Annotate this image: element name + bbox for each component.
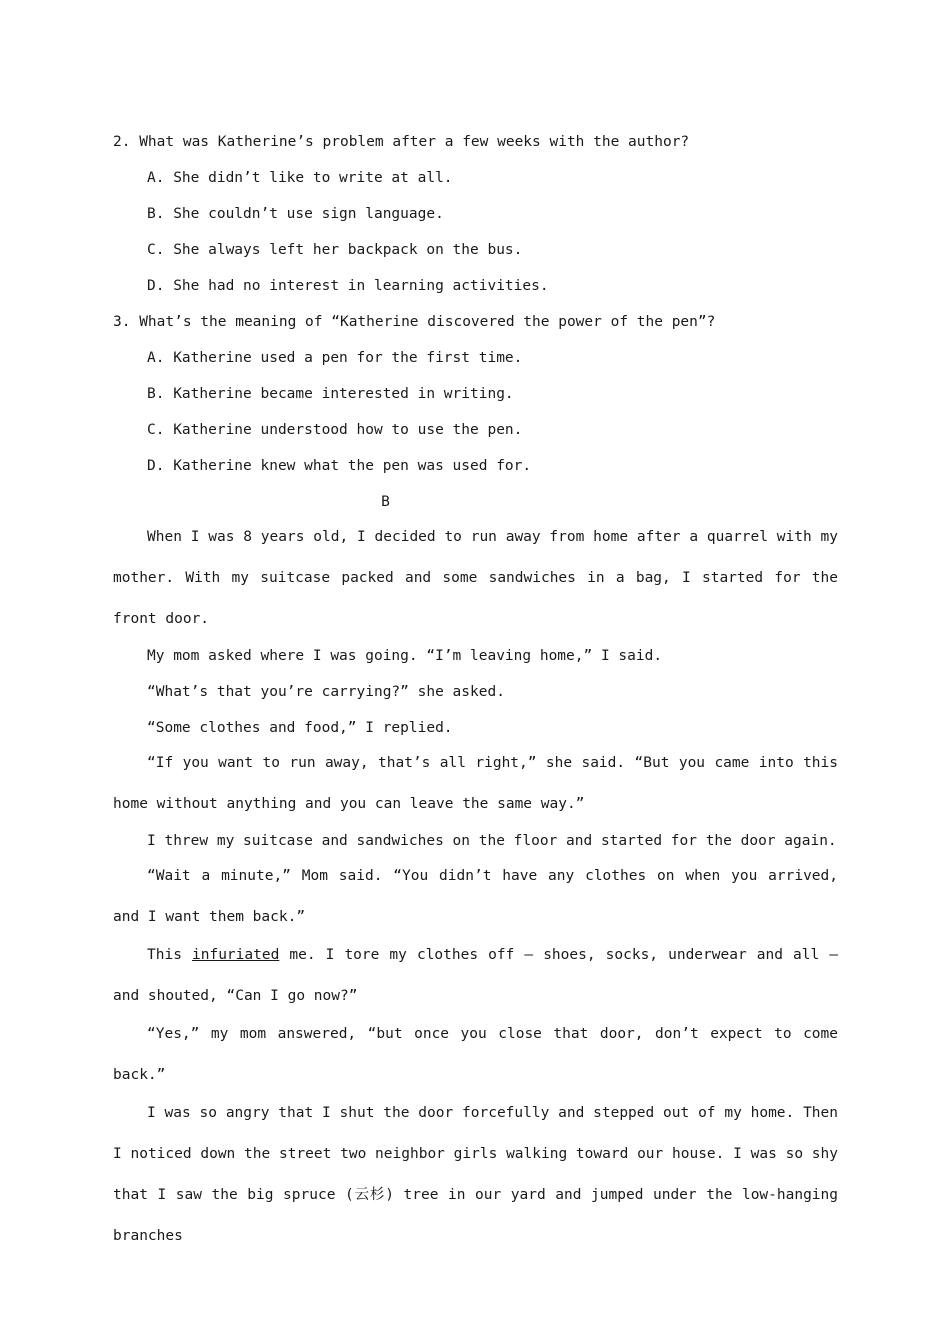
passage-paragraph-6: I threw my suitcase and sandwiches on the floor and started for the door again.	[147, 833, 837, 849]
section-b-title: B	[381, 494, 390, 510]
passage-paragraph-2: My mom asked where I was going. “I’m leaving home,” I said.	[147, 648, 663, 664]
question-3-option-b: B. Katherine became interested in writing.	[147, 386, 514, 402]
passage-paragraph-9: “Yes,” my mom answered, “but once you close that door, don’t expect to come back.”	[113, 1026, 838, 1083]
passage-paragraph-8	[113, 935, 838, 1017]
passage-paragraph-4: “Some clothes and food,” I replied.	[147, 720, 453, 736]
question-2-option-c: C. She always left her backpack on the bus.	[147, 242, 523, 258]
document-page	[113, 124, 838, 1255]
question-2-option-a: A. She didn’t like to write at all.	[147, 170, 453, 186]
underlined-word: infuriated	[192, 947, 280, 963]
paragraph-8-end: me. I tore my clothes off — shoes, socks, underwear and all — and shouted, “Can I go now?”	[113, 947, 838, 1004]
section-b-passage	[113, 517, 838, 1257]
paragraph-8-start: This	[147, 947, 192, 963]
question-2-option-d: D. She had no interest in learning activities.	[147, 278, 549, 294]
passage-paragraph-10: I was so angry that I shut the door forcefully and stepped out of my home. Then I noticed down the street two neighbor girls walking toward our house. I was so shy that I saw the big spruce (云杉) tree in our yard and jumped under the low-hanging branches	[113, 1105, 838, 1244]
question-2	[113, 124, 838, 304]
question-3-stem: 3. What’s the meaning of “Katherine discovered the power of the pen”?	[113, 314, 716, 330]
passage-paragraph-3: “What’s that you’re carrying?” she asked.	[147, 684, 505, 700]
question-3-option-a: A. Katherine used a pen for the first time.	[147, 350, 523, 366]
passage-paragraph-7: “Wait a minute,” Mom said. “You didn’t have any clothes on when you arrived, and I want them back.”	[113, 868, 838, 925]
question-3-option-d: D. Katherine knew what the pen was used for.	[147, 458, 532, 474]
question-3	[113, 304, 838, 484]
question-3-option-c: C. Katherine understood how to use the pen.	[147, 422, 523, 438]
question-2-stem: 2. What was Katherine’s problem after a few weeks with the author?	[113, 134, 690, 150]
question-2-option-b: B. She couldn’t use sign language.	[147, 206, 444, 222]
passage-paragraph-1: When I was 8 years old, I decided to run away from home after a quarrel with my mother. With my suitcase packed and some sandwiches in a bag, I started for the front door.	[113, 529, 838, 627]
passage-paragraph-5: “If you want to run away, that’s all right,” she said. “But you came into this home without anything and you can leave the same way.”	[113, 755, 838, 812]
